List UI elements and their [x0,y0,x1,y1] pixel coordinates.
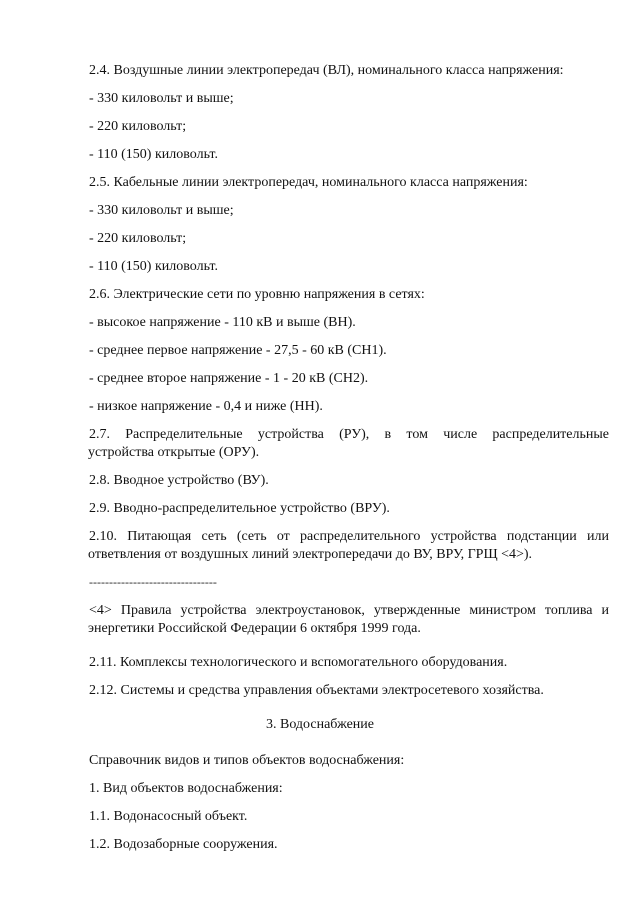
item-2-5: 2.5. Кабельные линии электропередач, номинального класса напряжения: [89,175,528,190]
item-2-5-a: - 330 киловольт и выше; [89,203,234,218]
item-2-10-line-1: 2.10. Питающая сеть (сеть от распределительного устройства подстанции или [89,529,609,544]
item-2-5-b: - 220 киловольт; [89,231,187,246]
footnote-4-line-1: <4> Правила устройства электроустановок, утвержденные министром топлива и [89,603,609,618]
item-2-6-d: - низкое напряжение - 0,4 и ниже (НН). [89,399,323,414]
footnote-4-line-2: энергетики Российской Федерации 6 октября 1999 года. [88,621,421,636]
intro-text: Справочник видов и типов объектов водоснабжения: [89,753,405,768]
item-2-7-line-2: устройства открытые (ОРУ). [88,445,260,460]
item-2-9: 2.9. Вводно-распределительное устройство (ВРУ). [89,501,390,516]
item-2-6-b: - среднее первое напряжение - 27,5 - 60 кВ (СН1). [89,343,387,358]
section-heading: 3. Водоснабжение [265,717,374,732]
item-2-6: 2.6. Электрические сети по уровню напряжения в сетях: [89,287,425,302]
item-2-10-line-2: ответвления от воздушных линий электропередачи до ВУ, ВРУ, ГРЩ <4>). [88,547,533,562]
item-2-4-c: - 110 (150) киловольт. [89,147,218,162]
item-2-7 [89,426,609,462]
item-2-12: 2.12. Системы и средства управления объектами электросетевого хозяйства. [89,683,544,698]
item-2-7-line-1: 2.7. Распределительные устройства (РУ), в том числе распределительные [89,427,609,442]
item-2-10 [89,528,609,564]
item-2-4-a: - 330 киловольт и выше; [89,91,234,106]
item-2-4-b: - 220 киловольт; [89,119,187,134]
item-2-11: 2.11. Комплексы технологического и вспомогательного оборудования. [89,655,508,670]
item-1: 1. Вид объектов водоснабжения: [89,781,283,796]
footnote-separator: -------------------------------- [89,575,217,589]
footnote-4 [89,602,609,638]
item-1-2: 1.2. Водозаборные сооружения. [89,837,278,852]
item-2-4: 2.4. Воздушные линии электропередач (ВЛ), номинального класса напряжения: [89,63,564,78]
item-2-6-c: - среднее второе напряжение - 1 - 20 кВ (СН2). [89,371,369,386]
item-2-5-c: - 110 (150) киловольт. [89,259,218,274]
item-2-8: 2.8. Вводное устройство (ВУ). [89,473,269,488]
item-2-6-a: - высокое напряжение - 110 кВ и выше (ВН). [89,315,356,330]
item-1-1: 1.1. Водонасосный объект. [89,809,248,824]
